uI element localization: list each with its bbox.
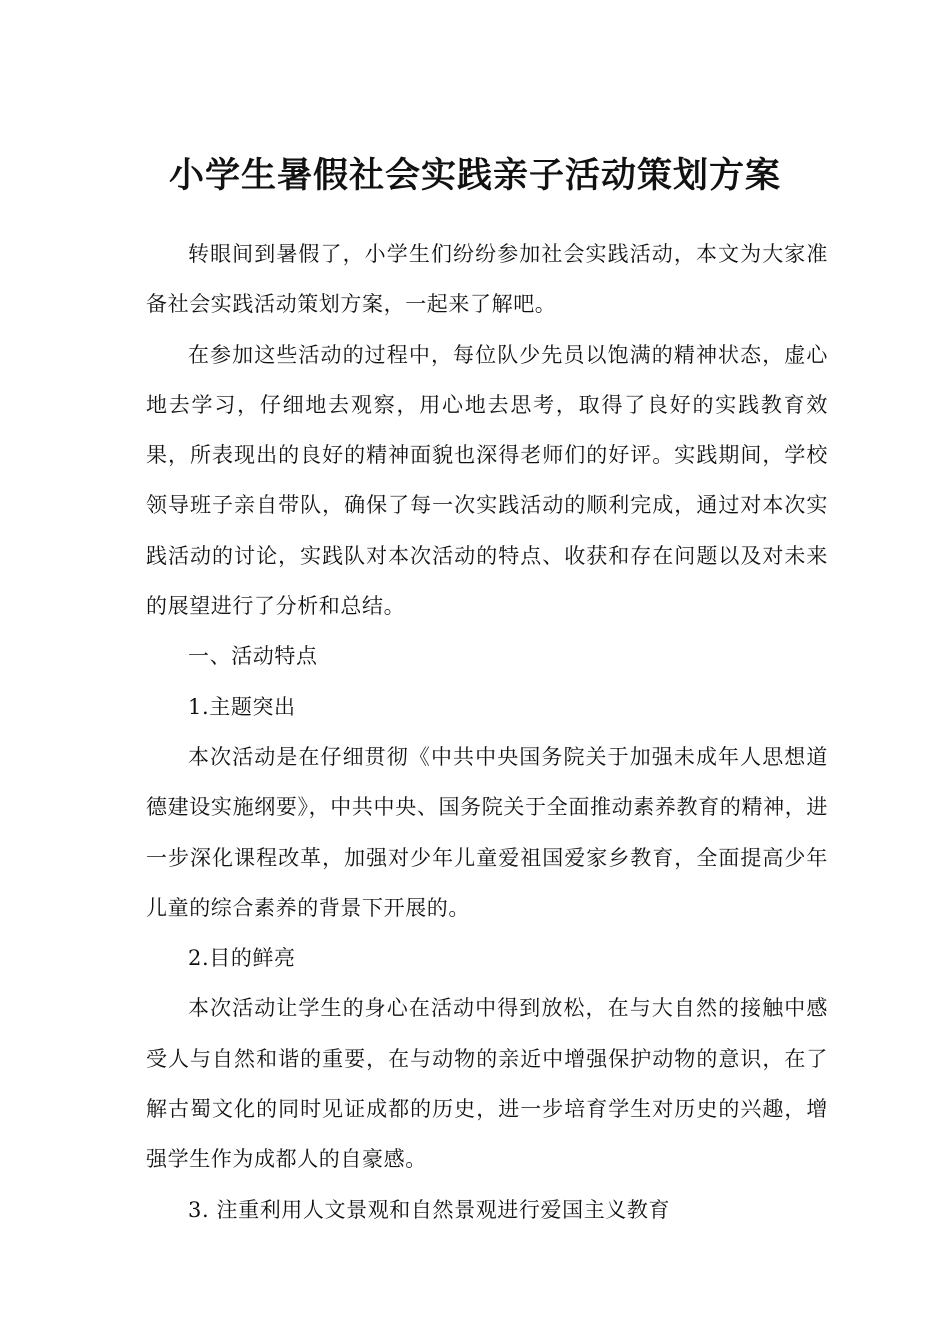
subheading-purpose: 2.目的鲜亮 <box>188 946 296 971</box>
subheading-theme: 1.主题突出 <box>188 694 296 719</box>
subheading-patriotic-education: 3. 注重利用人文景观和自然景观进行爱国主义教育 <box>188 1197 671 1222</box>
document-body <box>146 229 828 1235</box>
theme-paragraph: 本次活动是在仔细贯彻《中共中央国务院关于加强未成年人思想道德建设实施纲要》，中共中央、国务院关于全面推动素养教育的精神，进一步深化课程改革，加强对少年儿童爱祖国爱家乡教育，全面提高少年儿童的综合素养的背景下开展的。 <box>146 744 828 920</box>
section-heading-activity-features: 一、活动特点 <box>188 644 318 669</box>
document-title: 小学生暑假社会实践亲子活动策划方案 <box>168 156 781 197</box>
purpose-paragraph: 本次活动让学生的身心在活动中得到放松，在与大自然的接触中感受人与自然和谐的重要，在与动物的亲近中增强保护动物的意识，在了解古蜀文化的同时见证成都的历史，进一步培育学生对历史的兴趣，增强学生作为成都人的自豪感。 <box>146 996 828 1172</box>
intro-paragraph: 转眼间到暑假了，小学生们纷纷参加社会实践活动，本文为大家准备社会实践活动策划方案，一起来了解吧。 <box>146 242 828 317</box>
summary-paragraph: 在参加这些活动的过程中，每位队少先员以饱满的精神状态，虚心地去学习，仔细地去观察，用心地去思考，取得了良好的实践教育效果，所表现出的良好的精神面貌也深得老师们的好评。实践期间，学校领导班子亲自带队，确保了每一次实践活动的顺利完成，通过对本次实践活动的讨论，实践队对本次活动的特点、收获和存在问题以及对未来的展望进行了分析和总结。 <box>146 342 828 619</box>
